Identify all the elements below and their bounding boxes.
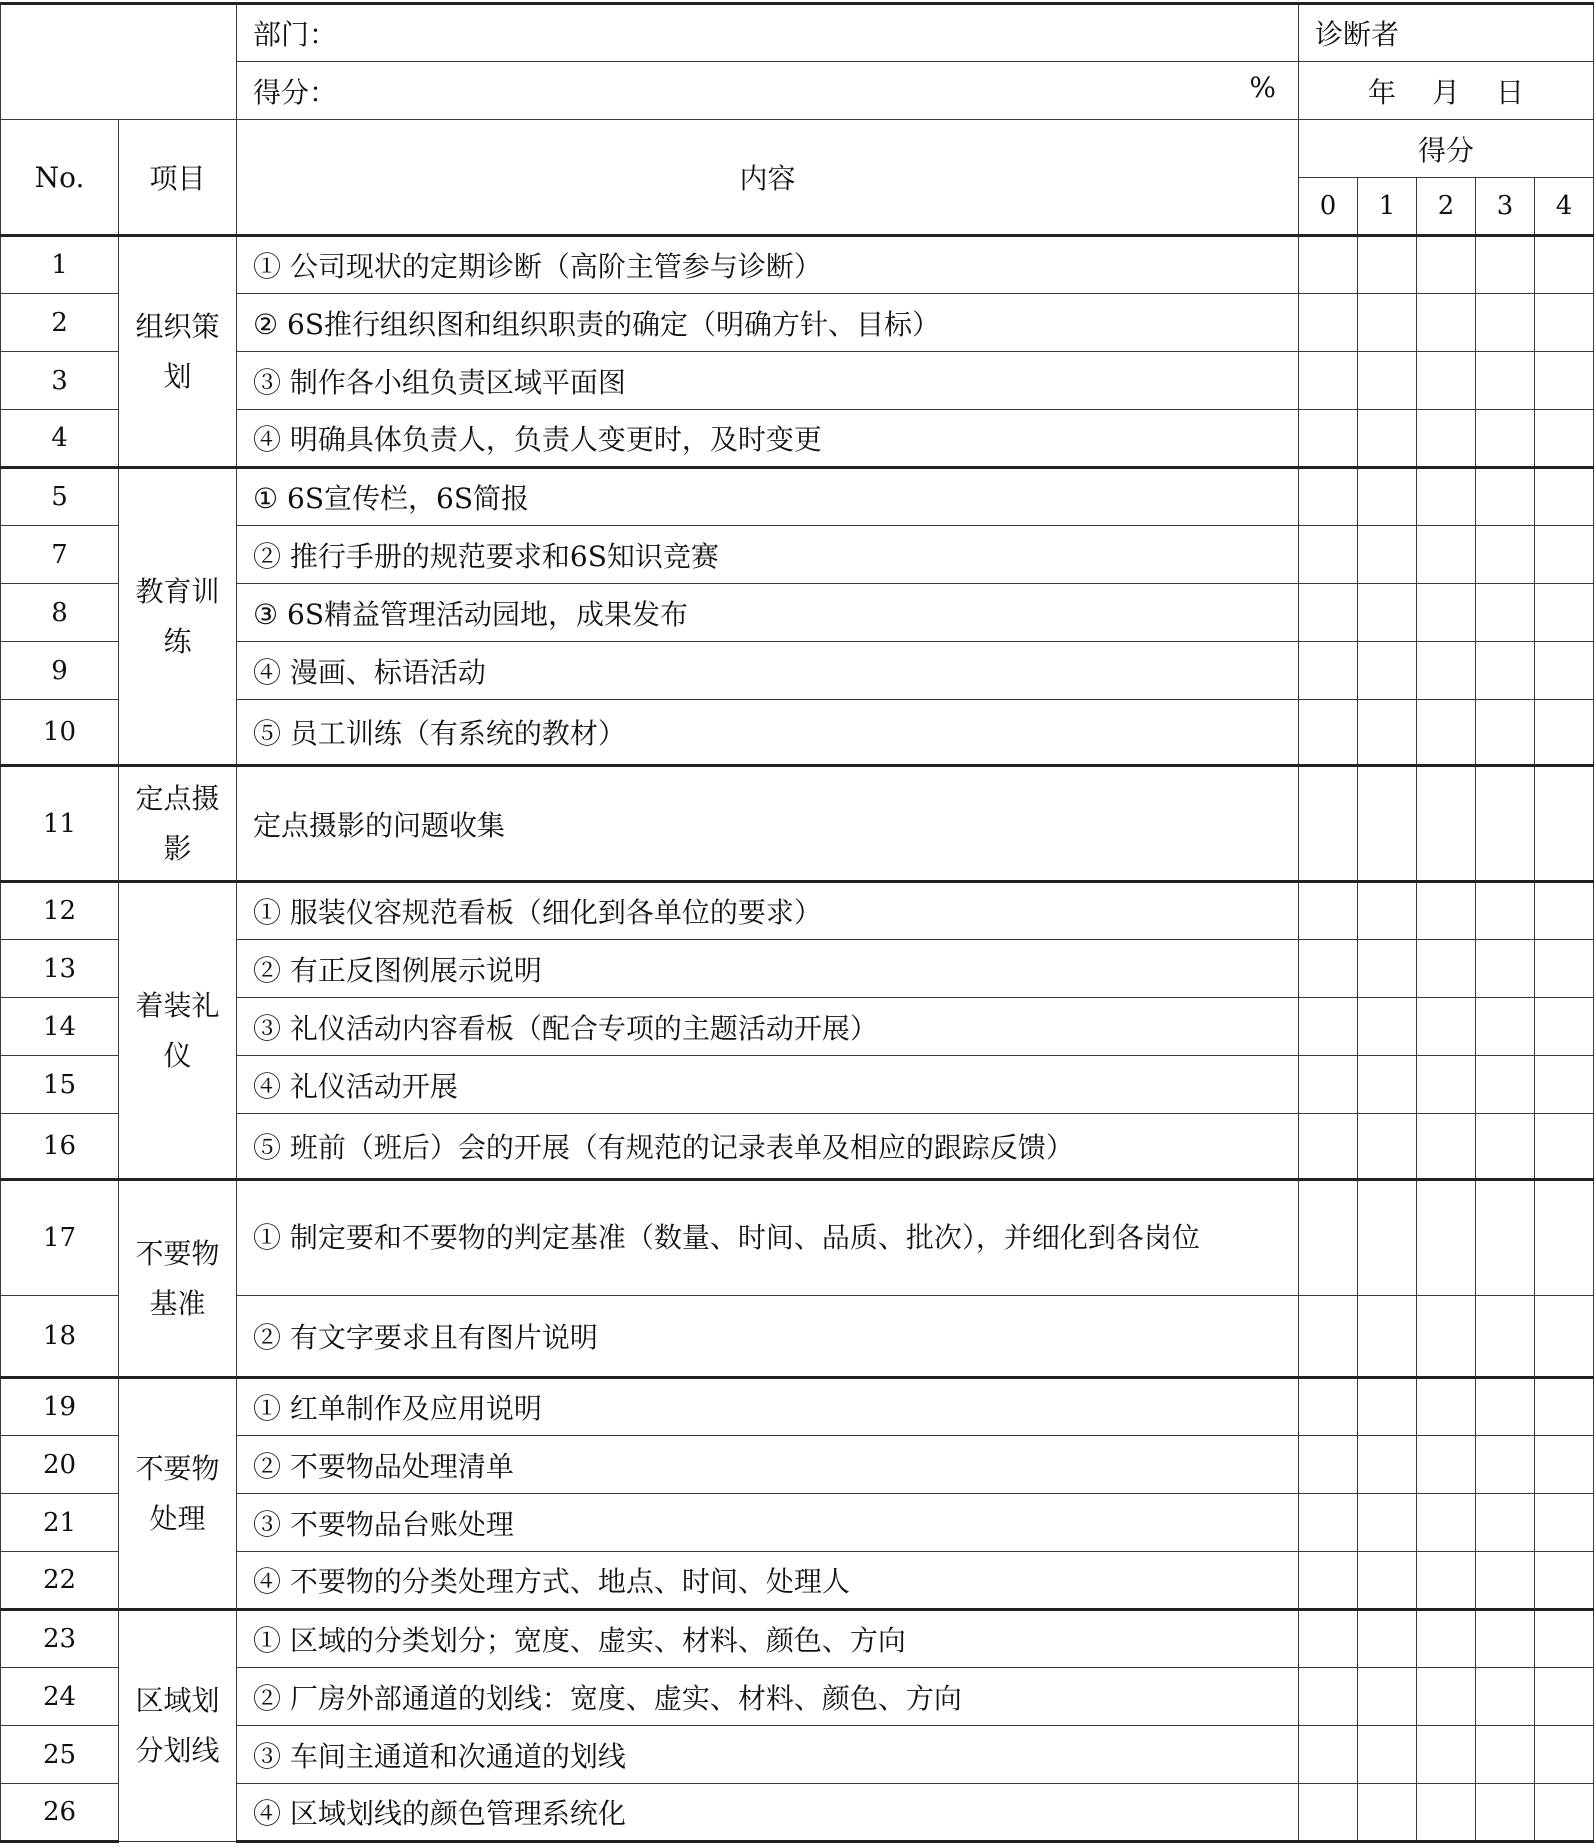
row-content: ③ 车间主通道和次通道的划线 — [237, 1726, 1299, 1784]
table-row — [1, 1436, 1594, 1494]
row-number: 18 — [1, 1296, 119, 1378]
row-number: 22 — [1, 1552, 119, 1610]
score-cell-2[interactable] — [1417, 1726, 1476, 1784]
row-number: 2 — [1, 294, 119, 352]
score-cell-4[interactable] — [1535, 236, 1594, 294]
row-content: ② 厂房外部通道的划线：宽度、虚实、材料、颜色、方向 — [237, 1668, 1299, 1726]
item-category-label: 区域划分划线 — [135, 1684, 220, 1767]
score-cell-1[interactable] — [1358, 1668, 1417, 1726]
row-number: 9 — [1, 642, 119, 700]
row-content: ④ 漫画、标语活动 — [237, 642, 1299, 700]
row-number: 25 — [1, 1726, 119, 1784]
table-row — [1, 352, 1594, 410]
score-cell-3[interactable] — [1476, 1726, 1535, 1784]
score-cell-4[interactable] — [1535, 584, 1594, 642]
score-cell-0[interactable] — [1299, 998, 1358, 1056]
score-cell-0[interactable] — [1299, 882, 1358, 940]
item-category-label: 着装礼仪 — [135, 988, 220, 1072]
date-day: 日 — [1496, 75, 1525, 109]
score-cell-0[interactable] — [1299, 1114, 1358, 1180]
table-row — [1, 1056, 1594, 1114]
score-cell-0[interactable] — [1299, 1610, 1358, 1668]
department-field[interactable] — [237, 4, 1299, 62]
score-cell-4[interactable] — [1535, 1552, 1594, 1610]
score-cell-1[interactable] — [1358, 468, 1417, 526]
score-cell-0[interactable] — [1299, 1180, 1358, 1296]
score-cell-2[interactable] — [1417, 294, 1476, 352]
row-content: ② 6S推行组织图和组织职责的确定（明确方针、目标） — [237, 294, 1299, 352]
row-content: ① 公司现状的定期诊断（高阶主管参与诊断） — [237, 236, 1299, 294]
score-cell-2[interactable] — [1417, 526, 1476, 584]
score-cell-0[interactable] — [1299, 940, 1358, 998]
row-content: ④ 区域划线的颜色管理系统化 — [237, 1784, 1299, 1842]
row-content: ③ 不要物品台账处理 — [237, 1494, 1299, 1552]
score-cell-3[interactable] — [1476, 1436, 1535, 1494]
score-cell-2[interactable] — [1417, 584, 1476, 642]
item-category — [119, 1180, 237, 1378]
table-row — [1, 236, 1594, 294]
score-cell-3[interactable] — [1476, 410, 1535, 468]
score-cell-2[interactable] — [1417, 1494, 1476, 1552]
score-cell-2[interactable] — [1417, 700, 1476, 766]
score-cell-1[interactable] — [1358, 410, 1417, 468]
row-number: 15 — [1, 1056, 119, 1114]
row-content: ④ 明确具体负责人，负责人变更时，及时变更 — [237, 410, 1299, 468]
row-number: 13 — [1, 940, 119, 998]
score-cell-1[interactable] — [1358, 352, 1417, 410]
score-level-2: 2 — [1417, 178, 1476, 236]
row-content: ⑤ 员工训练（有系统的教材） — [237, 700, 1299, 766]
score-cell-2[interactable] — [1417, 1436, 1476, 1494]
row-content: ④ 不要物的分类处理方式、地点、时间、处理人 — [237, 1552, 1299, 1610]
item-category — [119, 1378, 237, 1610]
score-cell-2[interactable] — [1417, 1784, 1476, 1842]
score-cell-0[interactable] — [1299, 294, 1358, 352]
item-category-label: 不要物基准 — [135, 1236, 220, 1320]
score-cell-4[interactable] — [1535, 940, 1594, 998]
item-category — [119, 882, 237, 1180]
row-number: 17 — [1, 1180, 119, 1296]
row-number: 26 — [1, 1784, 119, 1842]
score-cell-3[interactable] — [1476, 700, 1535, 766]
row-number: 12 — [1, 882, 119, 940]
score-cell-3[interactable] — [1476, 1114, 1535, 1180]
score-cell-1[interactable] — [1358, 1726, 1417, 1784]
row-content: ③ 制作各小组负责区域平面图 — [237, 352, 1299, 410]
score-cell-1[interactable] — [1358, 526, 1417, 584]
score-cell-2[interactable] — [1417, 1114, 1476, 1180]
score-cell-4[interactable] — [1535, 526, 1594, 584]
item-category — [119, 766, 237, 882]
score-cell-2[interactable] — [1417, 352, 1476, 410]
score-cell-3[interactable] — [1476, 766, 1535, 882]
row-content: 定点摄影的问题收集 — [237, 766, 1299, 882]
score-cell-3[interactable] — [1476, 1180, 1535, 1296]
score-cell-0[interactable] — [1299, 1668, 1358, 1726]
score-cell-0[interactable] — [1299, 1056, 1358, 1114]
score-cell-0[interactable] — [1299, 584, 1358, 642]
score-cell-1[interactable] — [1358, 1436, 1417, 1494]
score-cell-1[interactable] — [1358, 584, 1417, 642]
row-content: ① 制定要和不要物的判定基准（数量、时间、品质、批次），并细化到各岗位 — [237, 1180, 1299, 1296]
row-number: 1 — [1, 236, 119, 294]
score-cell-3[interactable] — [1476, 236, 1535, 294]
row-content: ① 红单制作及应用说明 — [237, 1378, 1299, 1436]
score-cell-3[interactable] — [1476, 1378, 1535, 1436]
score-cell-0[interactable] — [1299, 1296, 1358, 1378]
table-row — [1, 1726, 1594, 1784]
score-cell-4[interactable] — [1535, 700, 1594, 766]
score-cell-1[interactable] — [1358, 1610, 1417, 1668]
score-cell-3[interactable] — [1476, 882, 1535, 940]
item-category-label: 不要物处理 — [135, 1451, 220, 1535]
score-level-4: 4 — [1535, 178, 1594, 236]
score-cell-4[interactable] — [1535, 998, 1594, 1056]
row-number: 4 — [1, 410, 119, 468]
item-category-label: 教育训练 — [135, 574, 220, 658]
row-number: 8 — [1, 584, 119, 642]
table-row — [1, 642, 1594, 700]
row-number: 10 — [1, 700, 119, 766]
table-row — [1, 1378, 1594, 1436]
row-content: ① 服装仪容规范看板（细化到各单位的要求） — [237, 882, 1299, 940]
row-content: ① 6S宣传栏，6S简报 — [237, 468, 1299, 526]
score-cell-4[interactable] — [1535, 1296, 1594, 1378]
score-cell-2[interactable] — [1417, 236, 1476, 294]
score-cell-4[interactable] — [1535, 1056, 1594, 1114]
score-cell-3[interactable] — [1476, 1056, 1535, 1114]
table-row — [1, 1494, 1594, 1552]
row-content: ③ 礼仪活动内容看板（配合专项的主题活动开展） — [237, 998, 1299, 1056]
score-level-3: 3 — [1476, 178, 1535, 236]
score-cell-0[interactable] — [1299, 468, 1358, 526]
col-header-item: 项目 — [119, 120, 237, 236]
row-content: ② 有文字要求且有图片说明 — [237, 1296, 1299, 1378]
table-row — [1, 294, 1594, 352]
col-header-score: 得分 — [1299, 120, 1594, 178]
score-cell-1[interactable] — [1358, 998, 1417, 1056]
score-cell-1[interactable] — [1358, 882, 1417, 940]
score-cell-1[interactable] — [1358, 236, 1417, 294]
table-row — [1, 1610, 1594, 1668]
table-row — [1, 1180, 1594, 1296]
row-number: 14 — [1, 998, 119, 1056]
score-cell-2[interactable] — [1417, 1610, 1476, 1668]
item-category — [119, 468, 237, 766]
score-cell-2[interactable] — [1417, 940, 1476, 998]
score-cell-1[interactable] — [1358, 1180, 1417, 1296]
score-cell-4[interactable] — [1535, 1436, 1594, 1494]
table-row — [1, 526, 1594, 584]
table-row — [1, 1784, 1594, 1842]
row-content: ② 有正反图例展示说明 — [237, 940, 1299, 998]
score-cell-4[interactable] — [1535, 294, 1594, 352]
score-cell-4[interactable] — [1535, 1668, 1594, 1726]
score-cell-1[interactable] — [1358, 766, 1417, 882]
row-number: 16 — [1, 1114, 119, 1180]
score-cell-1[interactable] — [1358, 1552, 1417, 1610]
score-cell-2[interactable] — [1417, 1056, 1476, 1114]
table-row — [1, 882, 1594, 940]
row-content: ② 不要物品处理清单 — [237, 1436, 1299, 1494]
row-number: 19 — [1, 1378, 119, 1436]
score-cell-3[interactable] — [1476, 1494, 1535, 1552]
score-cell-0[interactable] — [1299, 1726, 1358, 1784]
score-cell-1[interactable] — [1358, 1494, 1417, 1552]
date-field[interactable] — [1299, 62, 1594, 120]
score-field[interactable] — [237, 62, 1299, 120]
score-cell-4[interactable] — [1535, 642, 1594, 700]
diagnosis-form-table — [0, 2, 1594, 1843]
score-cell-3[interactable] — [1476, 940, 1535, 998]
score-cell-0[interactable] — [1299, 352, 1358, 410]
score-cell-4[interactable] — [1535, 468, 1594, 526]
score-cell-1[interactable] — [1358, 1114, 1417, 1180]
row-content: ① 区域的分类划分；宽度、虚实、材料、颜色、方向 — [237, 1610, 1299, 1668]
score-cell-3[interactable] — [1476, 1296, 1535, 1378]
item-category — [119, 236, 237, 468]
item-category-label: 定点摄影 — [135, 781, 220, 865]
department-label: 部门： — [253, 18, 338, 51]
row-content: ④ 礼仪活动开展 — [237, 1056, 1299, 1114]
item-category — [119, 1610, 237, 1842]
score-cell-2[interactable] — [1417, 766, 1476, 882]
table-row — [1, 700, 1594, 766]
score-cell-3[interactable] — [1476, 584, 1535, 642]
row-number: 20 — [1, 1436, 119, 1494]
score-cell-0[interactable] — [1299, 642, 1358, 700]
score-cell-4[interactable] — [1535, 882, 1594, 940]
score-cell-3[interactable] — [1476, 468, 1535, 526]
row-number: 5 — [1, 468, 119, 526]
score-cell-0[interactable] — [1299, 236, 1358, 294]
score-cell-4[interactable] — [1535, 1114, 1594, 1180]
score-label: 得分： — [253, 75, 338, 109]
row-content: ③ 6S精益管理活动园地，成果发布 — [237, 584, 1299, 642]
score-cell-2[interactable] — [1417, 882, 1476, 940]
score-cell-0[interactable] — [1299, 410, 1358, 468]
score-cell-2[interactable] — [1417, 410, 1476, 468]
table-row — [1, 584, 1594, 642]
row-content: ② 推行手册的规范要求和6S知识竞赛 — [237, 526, 1299, 584]
score-cell-3[interactable] — [1476, 1668, 1535, 1726]
score-cell-0[interactable] — [1299, 1494, 1358, 1552]
row-number: 24 — [1, 1668, 119, 1726]
score-cell-2[interactable] — [1417, 1180, 1476, 1296]
score-cell-3[interactable] — [1476, 526, 1535, 584]
date-month: 月 — [1431, 75, 1460, 109]
score-cell-4[interactable] — [1535, 1610, 1594, 1668]
score-cell-1[interactable] — [1358, 700, 1417, 766]
score-cell-3[interactable] — [1476, 352, 1535, 410]
score-cell-4[interactable] — [1535, 410, 1594, 468]
score-cell-2[interactable] — [1417, 1296, 1476, 1378]
col-header-content: 内容 — [237, 120, 1299, 236]
row-content: ⑤ 班前（班后）会的开展（有规范的记录表单及相应的跟踪反馈） — [237, 1114, 1299, 1180]
score-cell-4[interactable] — [1535, 766, 1594, 882]
score-cell-3[interactable] — [1476, 1610, 1535, 1668]
score-cell-1[interactable] — [1358, 294, 1417, 352]
row-number: 23 — [1, 1610, 119, 1668]
table-row — [1, 1552, 1594, 1610]
score-cell-0[interactable] — [1299, 1378, 1358, 1436]
score-cell-0[interactable] — [1299, 1552, 1358, 1610]
score-cell-0[interactable] — [1299, 526, 1358, 584]
score-cell-4[interactable] — [1535, 1494, 1594, 1552]
score-cell-3[interactable] — [1476, 998, 1535, 1056]
score-cell-1[interactable] — [1358, 1056, 1417, 1114]
score-cell-0[interactable] — [1299, 766, 1358, 882]
date-year: 年 — [1367, 75, 1396, 109]
score-cell-0[interactable] — [1299, 1784, 1358, 1842]
row-number: 7 — [1, 526, 119, 584]
table-row — [1, 940, 1594, 998]
score-cell-3[interactable] — [1476, 642, 1535, 700]
item-category-label: 组织策划 — [135, 309, 220, 393]
table-row — [1, 1114, 1594, 1180]
score-level-0: 0 — [1299, 178, 1358, 236]
score-cell-2[interactable] — [1417, 468, 1476, 526]
score-cell-1[interactable] — [1358, 1784, 1417, 1842]
score-cell-0[interactable] — [1299, 700, 1358, 766]
diagnoser-label: 诊断者 — [1315, 18, 1400, 51]
score-cell-2[interactable] — [1417, 1668, 1476, 1726]
score-cell-1[interactable] — [1358, 642, 1417, 700]
score-cell-3[interactable] — [1476, 1552, 1535, 1610]
row-number: 21 — [1, 1494, 119, 1552]
row-number: 3 — [1, 352, 119, 410]
score-cell-0[interactable] — [1299, 1436, 1358, 1494]
score-cell-3[interactable] — [1476, 1784, 1535, 1842]
table-row — [1, 1668, 1594, 1726]
diagnoser-field[interactable] — [1299, 4, 1594, 62]
score-cell-4[interactable] — [1535, 1784, 1594, 1842]
score-cell-1[interactable] — [1358, 1296, 1417, 1378]
score-cell-1[interactable] — [1358, 940, 1417, 998]
score-cell-4[interactable] — [1535, 1726, 1594, 1784]
score-cell-4[interactable] — [1535, 1180, 1594, 1296]
score-cell-2[interactable] — [1417, 1552, 1476, 1610]
score-cell-2[interactable] — [1417, 1378, 1476, 1436]
row-number: 11 — [1, 766, 119, 882]
score-cell-1[interactable] — [1358, 1378, 1417, 1436]
score-level-1: 1 — [1358, 178, 1417, 236]
score-cell-3[interactable] — [1476, 294, 1535, 352]
score-cell-4[interactable] — [1535, 1378, 1594, 1436]
percent-sign: % — [1249, 70, 1276, 104]
table-row — [1, 766, 1594, 882]
table-row — [1, 1296, 1594, 1378]
blank-corner-cell — [1, 4, 237, 120]
table-row — [1, 468, 1594, 526]
col-header-no: No. — [1, 120, 119, 236]
score-cell-2[interactable] — [1417, 998, 1476, 1056]
score-cell-4[interactable] — [1535, 352, 1594, 410]
table-row — [1, 998, 1594, 1056]
table-row — [1, 410, 1594, 468]
score-cell-2[interactable] — [1417, 642, 1476, 700]
